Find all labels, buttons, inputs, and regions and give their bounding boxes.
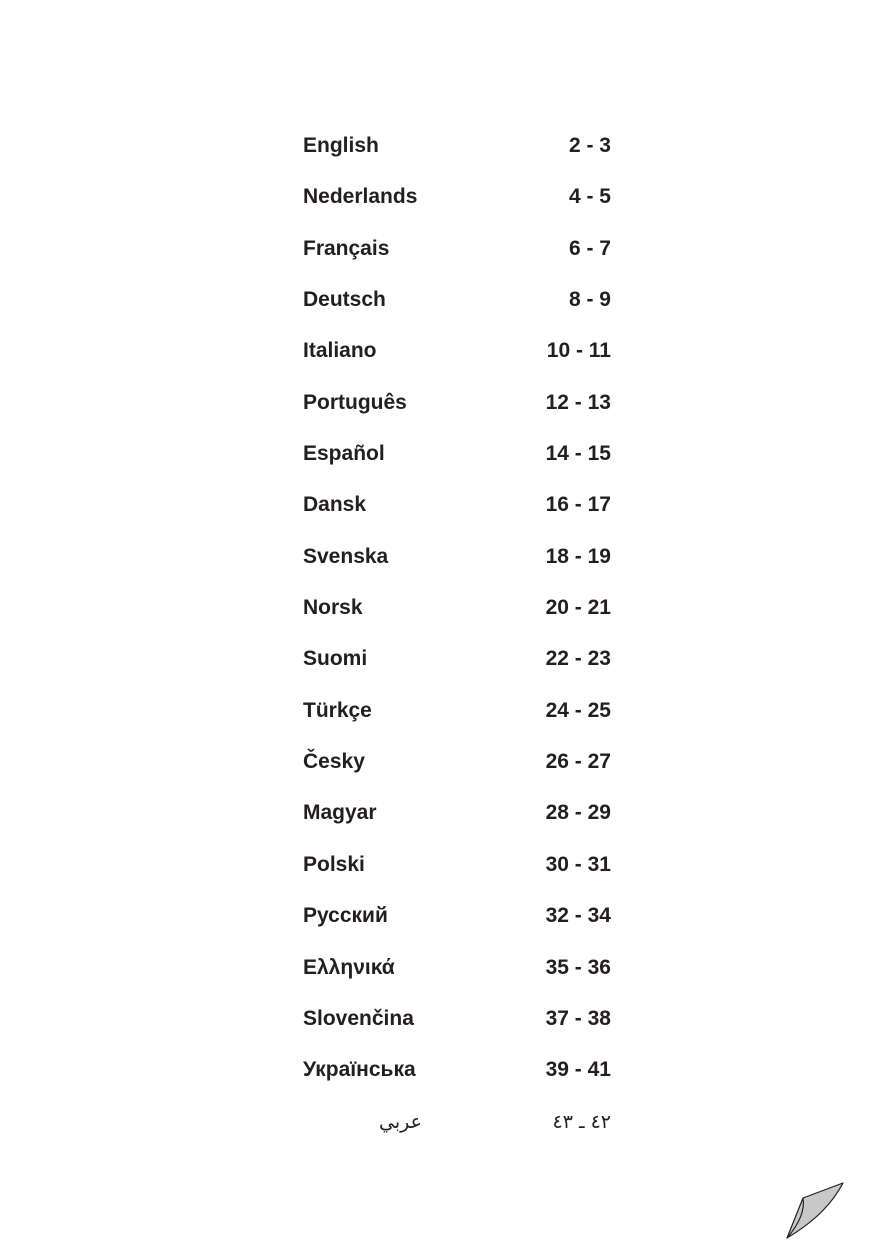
toc-language: Nederlands — [303, 185, 418, 209]
toc-page-range: 28 - 29 — [545, 801, 611, 825]
table-of-contents — [303, 129, 611, 1156]
toc-entry-cesky — [303, 745, 611, 796]
toc-entry-italiano — [303, 334, 611, 385]
toc-language: Русский — [303, 904, 388, 928]
toc-language: Português — [303, 390, 407, 414]
toc-page-range: 37 - 38 — [545, 1006, 611, 1030]
toc-language: Suomi — [303, 647, 368, 671]
toc-entry-svenska — [303, 540, 611, 591]
toc-language: Dansk — [303, 493, 367, 517]
page-curl-icon — [783, 1180, 849, 1240]
toc-entry-norsk — [303, 591, 611, 642]
toc-language: عربي — [379, 1110, 422, 1133]
toc-entry-arabic — [303, 1105, 611, 1156]
toc-language: Svenska — [303, 544, 389, 568]
toc-language: Українська — [303, 1058, 416, 1082]
toc-entry-francais — [303, 232, 611, 283]
toc-entry-magyar — [303, 796, 611, 847]
toc-page-range: 18 - 19 — [545, 544, 611, 568]
toc-page-range: 26 - 27 — [545, 750, 611, 774]
toc-entry-deutsch — [303, 283, 611, 334]
toc-language: English — [303, 134, 379, 157]
toc-language: Slovenčina — [303, 1006, 414, 1030]
toc-page-range: 10 - 11 — [546, 339, 611, 363]
toc-entry-nederlands — [303, 180, 611, 231]
toc-entry-turkce — [303, 694, 611, 745]
toc-page-range: 12 - 13 — [545, 390, 611, 414]
toc-page-range: ٤٢ ـ ٤٣ — [552, 1110, 611, 1133]
toc-entry-suomi — [303, 642, 611, 693]
toc-language: Česky — [303, 750, 365, 774]
toc-page-range: 24 - 25 — [545, 698, 611, 722]
toc-entry-slovencina — [303, 1002, 611, 1053]
toc-page-range: 32 - 34 — [545, 904, 611, 928]
toc-language: Ελληνικά — [303, 955, 395, 979]
toc-page-range: 20 - 21 — [545, 596, 611, 620]
toc-page-range: 4 - 5 — [568, 185, 611, 209]
toc-language: Español — [303, 442, 385, 466]
toc-page-range: 14 - 15 — [545, 442, 611, 466]
toc-page-range: 22 - 23 — [545, 647, 611, 671]
toc-entry-dansk — [303, 488, 611, 539]
toc-page-range: 6 - 7 — [568, 236, 611, 260]
toc-language: Norsk — [303, 596, 363, 620]
toc-page-range: 35 - 36 — [545, 955, 611, 979]
toc-page-range: 39 - 41 — [545, 1058, 611, 1082]
toc-language: Italiano — [303, 339, 377, 363]
toc-language: Magyar — [303, 801, 377, 825]
toc-page-range: 8 - 9 — [568, 288, 611, 312]
toc-page-range: 2 - 3 — [568, 134, 611, 157]
toc-language: Deutsch — [303, 288, 386, 312]
toc-page-range: 16 - 17 — [545, 493, 611, 517]
page-curl-fold — [787, 1183, 843, 1238]
toc-language: Türkçe — [303, 698, 372, 722]
toc-language: Polski — [303, 852, 365, 876]
toc-entry-english — [303, 129, 611, 180]
toc-entry-russkiy — [303, 899, 611, 950]
toc-page-range: 30 - 31 — [545, 852, 611, 876]
toc-entry-polski — [303, 848, 611, 899]
toc-entry-portugues — [303, 386, 611, 437]
toc-entry-ellinika — [303, 951, 611, 1002]
toc-entry-espanol — [303, 437, 611, 488]
toc-language: Français — [303, 236, 390, 260]
toc-entry-ukrainska — [303, 1053, 611, 1104]
